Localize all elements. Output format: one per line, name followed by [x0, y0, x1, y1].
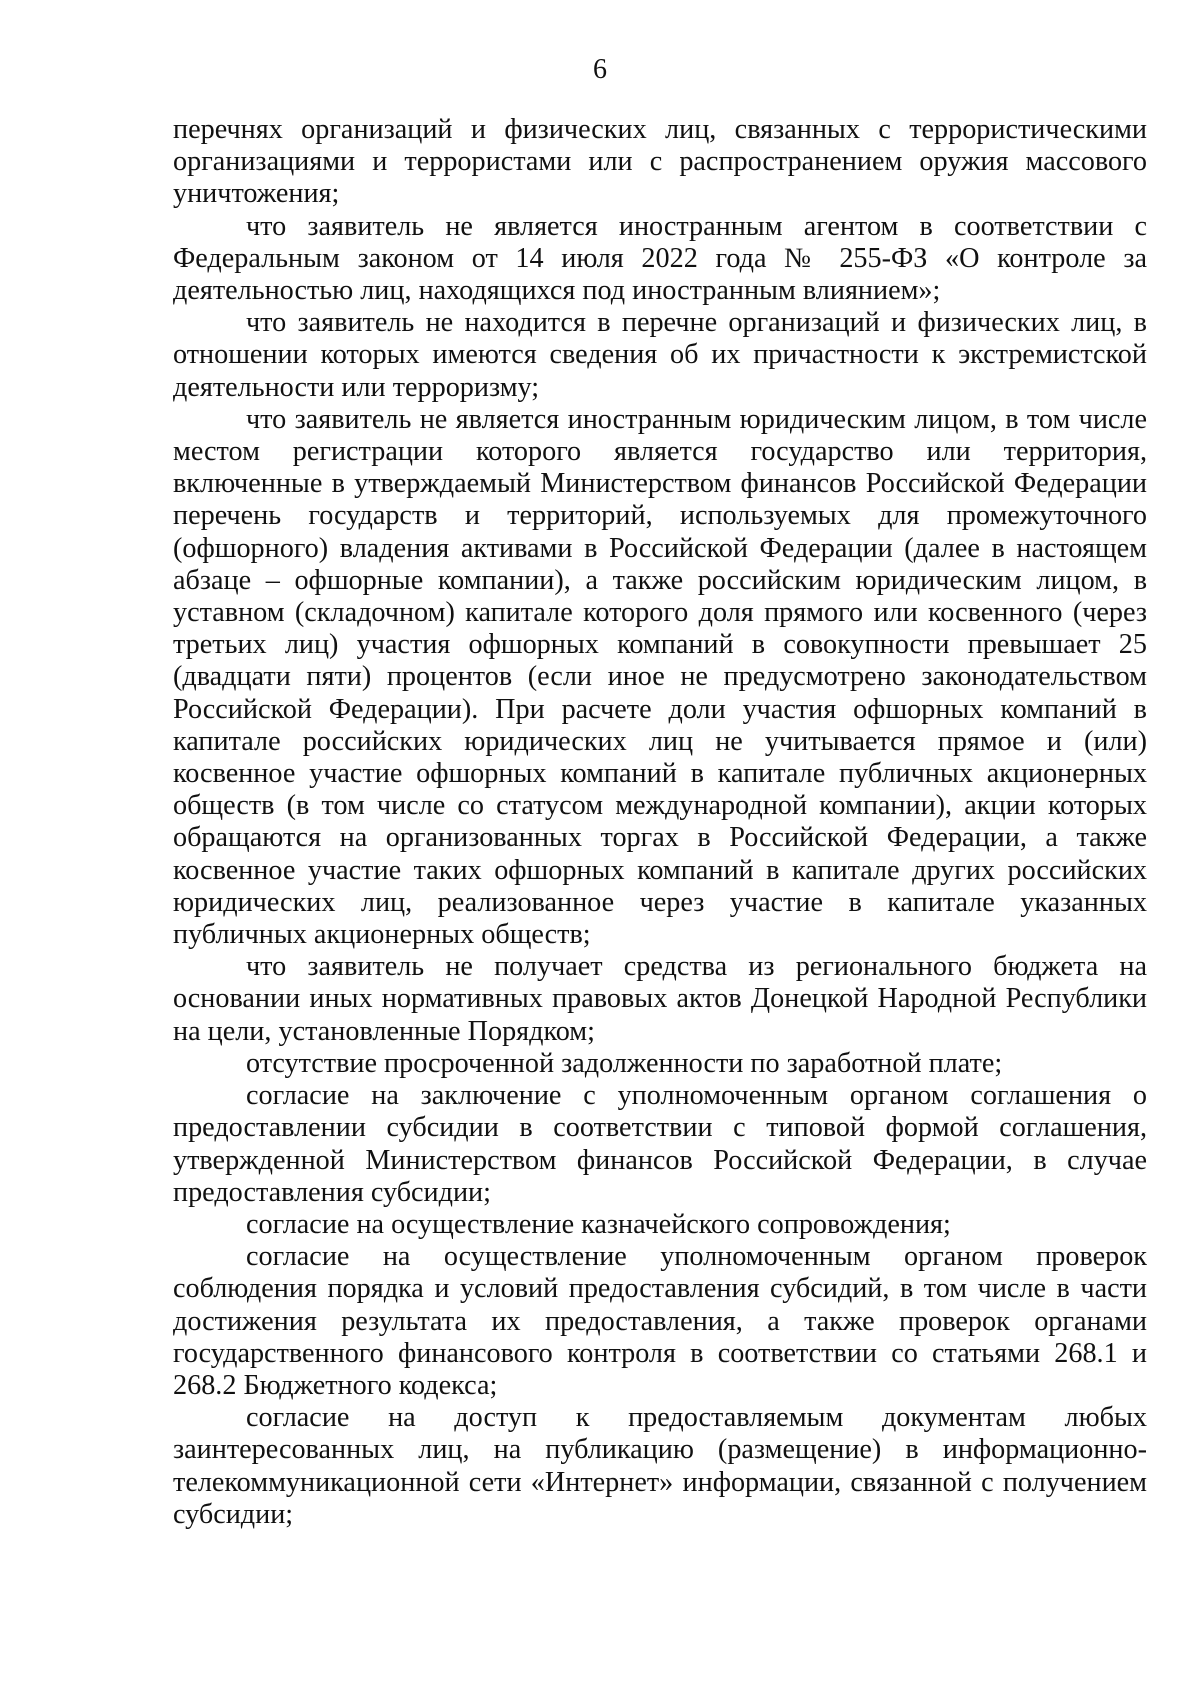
paragraph-audit-consent: согласие на осуществление уполномоченным органом проверок соблюдения порядка и условий предоставления субсидий, в том числе в части достижения результата их предоставления, а также проверок органами государственного финансового контроля в соответствии со статьями 268.1 и 268.2 Бюджетного кодекса; [173, 1241, 1147, 1401]
paragraph-offshore-entity: что заявитель не является иностранным юридическим лицом, в том числе местом регистрации которого является государство или территория, включенные в утверждаемый Министерством финансов Российской Федерации перечень государств и территорий, используемых для промежуточного (офшорного) владения активами в Российской Федерации (далее в настоящем абзаце – офшорные компании), а также российским юридическим лицом, в уставном (складочном) капитале которого доля прямого или косвенного (через третьих лиц) участия офшорных компаний в совокупности превышает 25 (двадцати пяти) процентов (если иное не предусмотрено законодательством Российской Федерации). При расчете доли участия офшорных компаний в капитале российских юридических лиц не учитывается прямое и (или) косвенное участие офшорных компаний в капитале публичных акционерных обществ (в том числе со статусом международной компании), акции которых обращаются на организованных торгах в Российской Федерации, а также косвенное участие таких офшорных компаний в капитале других российских юридических лиц, реализованное через участие в капитале указанных публичных акционерных обществ; [173, 403, 1147, 951]
paragraph-regional-budget: что заявитель не получает средства из регионального бюджета на основании иных нормативных правовых актов Донецкой Народной Республики на цели, установленные Порядком; [173, 951, 1147, 1047]
paragraph-offshore-continuation: перечнях организаций и физических лиц, связанных с террористическими организациями и террористами или с распространением оружия массового уничтожения; [173, 114, 1147, 210]
document-body [173, 114, 1147, 1531]
paragraph-agreement-consent: согласие на заключение с уполномоченным органом соглашения о предоставлении субсидии в соответствии с типовой формой соглашения, утвержденной Министерством финансов Российской Федерации, в случае предоставления субсидии; [173, 1080, 1147, 1208]
paragraph-treasury-consent: согласие на осуществление казначейского сопровождения; [246, 1208, 951, 1240]
page-number: 6 [593, 54, 607, 85]
paragraph-extremism-list: что заявитель не находится в перечне организаций и физических лиц, в отношении которых имеются сведения об их причастности к экстремистской деятельности или терроризму; [173, 307, 1147, 403]
paragraph-foreign-agent: что заявитель не является иностранным агентом в соответствии с Федеральным законом от 14 июля 2022 года № 255-ФЗ «О контроле за деятельностью лиц, находящихся под иностранным влиянием»; [173, 210, 1147, 307]
paragraph-publication-consent: согласие на доступ к предоставляемым документам любых заинтересованных лиц, на публикацию (размещение) в информационно-телекоммуникационной сети «Интернет» информации, связанной с получением субсидии; [173, 1402, 1147, 1530]
paragraph-wage-arrears: отсутствие просроченной задолженности по заработной плате; [246, 1047, 1003, 1079]
